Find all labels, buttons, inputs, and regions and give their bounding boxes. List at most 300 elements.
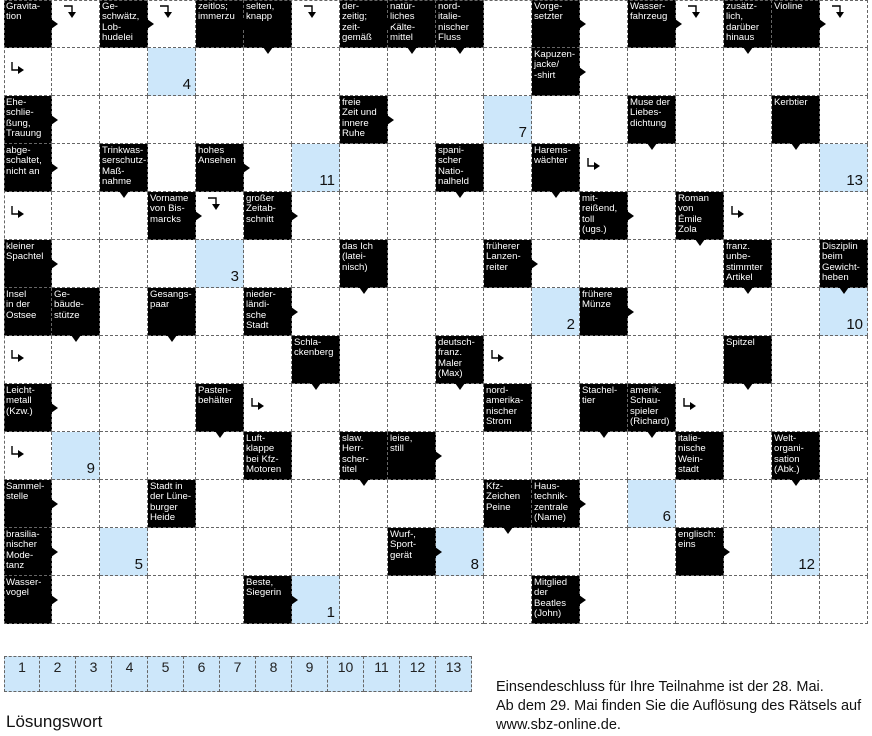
answer-cell[interactable] bbox=[292, 288, 340, 336]
arrow-right-icon bbox=[579, 499, 586, 509]
answer-cell[interactable] bbox=[628, 576, 676, 624]
answer-cell[interactable] bbox=[100, 96, 148, 144]
answer-cell[interactable] bbox=[580, 480, 628, 528]
solution-number: 7 bbox=[518, 124, 527, 141]
answer-cell[interactable] bbox=[724, 528, 772, 576]
answer-cell[interactable] bbox=[772, 144, 820, 192]
answer-cell[interactable] bbox=[196, 576, 244, 624]
clue-text: abge- schaltet, nicht an bbox=[6, 145, 42, 177]
arrow-down-icon bbox=[359, 479, 369, 486]
clue-cell bbox=[580, 384, 628, 432]
answer-cell[interactable] bbox=[724, 384, 772, 432]
clue-cell bbox=[4, 576, 52, 624]
clue-cell bbox=[628, 96, 676, 144]
solution-box[interactable]: 7 bbox=[220, 656, 256, 692]
answer-cell[interactable] bbox=[676, 240, 724, 288]
answer-cell[interactable] bbox=[244, 240, 292, 288]
answer-cell[interactable] bbox=[628, 288, 676, 336]
arrow-down-icon bbox=[455, 47, 465, 54]
clue-cell bbox=[340, 432, 388, 480]
answer-cell[interactable] bbox=[820, 576, 868, 624]
answer-cell[interactable] bbox=[628, 240, 676, 288]
answer-cell[interactable] bbox=[676, 336, 724, 384]
solution-number: 12 bbox=[798, 556, 815, 573]
answer-cell[interactable] bbox=[388, 336, 436, 384]
solution-box[interactable]: 10 bbox=[328, 656, 364, 692]
clue-cell bbox=[484, 384, 532, 432]
clue-cell bbox=[4, 240, 52, 288]
arrow-right-icon bbox=[579, 595, 586, 605]
arrow-right-icon bbox=[435, 547, 442, 557]
arrow-right-icon bbox=[243, 19, 250, 29]
answer-cell[interactable] bbox=[340, 336, 388, 384]
clue-text: Disziplin beim Gewicht- heben bbox=[822, 241, 860, 284]
answer-cell[interactable] bbox=[676, 0, 724, 48]
answer-cell[interactable] bbox=[52, 336, 100, 384]
clue-text: Stachel- tier bbox=[582, 385, 618, 407]
answer-cell[interactable] bbox=[724, 480, 772, 528]
answer-cell[interactable] bbox=[292, 48, 340, 96]
answer-cell[interactable] bbox=[676, 144, 724, 192]
answer-cell[interactable] bbox=[148, 384, 196, 432]
clue-cell bbox=[148, 192, 196, 240]
solution-number: 4 bbox=[182, 76, 191, 93]
answer-cell[interactable] bbox=[724, 576, 772, 624]
answer-cell[interactable] bbox=[388, 576, 436, 624]
answer-cell[interactable] bbox=[772, 384, 820, 432]
clue-text: Wasser- fahrzeug bbox=[630, 1, 668, 23]
answer-cell[interactable] bbox=[436, 432, 484, 480]
answer-cell[interactable] bbox=[820, 528, 868, 576]
clue-cell bbox=[532, 576, 580, 624]
solution-label: Lösungswort bbox=[6, 712, 103, 731]
answer-cell[interactable] bbox=[820, 336, 868, 384]
arrow-right-icon bbox=[51, 19, 58, 29]
arrow-down-icon bbox=[647, 143, 657, 150]
answer-cell[interactable] bbox=[4, 336, 52, 384]
solution-number: 11 bbox=[319, 172, 335, 189]
answer-cell[interactable] bbox=[580, 96, 628, 144]
clue-text: Harems- wächter bbox=[534, 145, 571, 167]
answer-cell[interactable] bbox=[532, 240, 580, 288]
answer-cell[interactable] bbox=[820, 96, 868, 144]
solution-letter-cell[interactable] bbox=[52, 432, 100, 480]
answer-cell[interactable] bbox=[532, 336, 580, 384]
clue-text: Ehe- schlie- ßung, Trauung bbox=[6, 97, 42, 140]
answer-cell[interactable] bbox=[100, 480, 148, 528]
arrow-right-icon bbox=[51, 595, 58, 605]
answer-cell[interactable] bbox=[388, 192, 436, 240]
answer-cell[interactable] bbox=[820, 192, 868, 240]
clue-text: das Ich (latei- nisch) bbox=[342, 241, 373, 273]
bent-arrow-down-icon bbox=[688, 4, 704, 20]
clue-cell bbox=[340, 96, 388, 144]
solution-box[interactable]: 9 bbox=[292, 656, 328, 692]
answer-cell[interactable] bbox=[244, 144, 292, 192]
answer-cell[interactable] bbox=[580, 528, 628, 576]
clue-cell bbox=[628, 0, 676, 48]
answer-cell[interactable] bbox=[676, 576, 724, 624]
answer-cell[interactable] bbox=[436, 48, 484, 96]
answer-cell[interactable] bbox=[724, 96, 772, 144]
clue-text: Vorge- setzter bbox=[534, 1, 563, 23]
solution-box[interactable]: 12 bbox=[400, 656, 436, 692]
arrow-down-icon bbox=[407, 47, 417, 54]
answer-cell[interactable] bbox=[532, 528, 580, 576]
clue-text: hohes Ansehen bbox=[198, 145, 236, 167]
clue-text: zeitlos; immerzu bbox=[198, 1, 235, 23]
answer-cell[interactable] bbox=[292, 432, 340, 480]
answer-cell[interactable] bbox=[4, 432, 52, 480]
clue-text: amerik. Schau- spieler (Richard) bbox=[630, 385, 670, 428]
bent-arrow-right-icon bbox=[10, 446, 26, 462]
answer-cell[interactable] bbox=[532, 96, 580, 144]
answer-cell[interactable] bbox=[580, 0, 628, 48]
answer-cell[interactable] bbox=[484, 528, 532, 576]
solution-letter-cell[interactable] bbox=[484, 96, 532, 144]
answer-cell[interactable] bbox=[388, 480, 436, 528]
answer-cell[interactable] bbox=[196, 192, 244, 240]
solution-letter-cell[interactable] bbox=[436, 528, 484, 576]
clue-text: selten, knapp bbox=[246, 1, 275, 23]
solution-box[interactable]: 11 bbox=[364, 656, 400, 692]
answer-cell[interactable] bbox=[244, 480, 292, 528]
answer-cell[interactable] bbox=[148, 528, 196, 576]
bent-arrow-down-icon bbox=[304, 4, 320, 20]
clue-text: Muse der Liebes- dichtung bbox=[630, 97, 670, 129]
answer-cell[interactable] bbox=[676, 96, 724, 144]
answer-cell[interactable] bbox=[148, 0, 196, 48]
answer-cell[interactable] bbox=[772, 288, 820, 336]
solution-box[interactable]: 2 bbox=[40, 656, 76, 692]
answer-cell[interactable] bbox=[820, 48, 868, 96]
answer-cell[interactable] bbox=[148, 336, 196, 384]
arrow-down-icon bbox=[71, 335, 81, 342]
answer-cell[interactable] bbox=[100, 384, 148, 432]
solution-letter-cell[interactable] bbox=[100, 528, 148, 576]
solution-number: 2 bbox=[566, 316, 575, 333]
answer-cell[interactable] bbox=[100, 288, 148, 336]
answer-cell[interactable] bbox=[388, 48, 436, 96]
arrow-right-icon bbox=[51, 115, 58, 125]
answer-cell[interactable] bbox=[628, 48, 676, 96]
answer-cell[interactable] bbox=[292, 384, 340, 432]
answer-cell[interactable] bbox=[436, 192, 484, 240]
answer-cell[interactable] bbox=[628, 192, 676, 240]
clue-cell bbox=[244, 432, 292, 480]
answer-cell[interactable] bbox=[196, 288, 244, 336]
answer-cell[interactable] bbox=[100, 336, 148, 384]
clue-text: Insel in der Ostsee bbox=[6, 289, 37, 321]
arrow-down-icon bbox=[119, 191, 129, 198]
clue-cell bbox=[292, 336, 340, 384]
answer-cell[interactable] bbox=[100, 192, 148, 240]
answer-cell[interactable] bbox=[196, 528, 244, 576]
answer-cell[interactable] bbox=[100, 48, 148, 96]
clue-text: mit- reißend, toll (ugs.) bbox=[582, 193, 618, 236]
answer-cell[interactable] bbox=[436, 96, 484, 144]
answer-cell[interactable] bbox=[484, 336, 532, 384]
clue-text: freie Zeit und innere Ruhe bbox=[342, 97, 377, 140]
arrow-right-icon bbox=[531, 259, 538, 269]
answer-cell[interactable] bbox=[292, 96, 340, 144]
answer-cell[interactable] bbox=[292, 240, 340, 288]
answer-cell[interactable] bbox=[484, 576, 532, 624]
solution-letter-cell[interactable] bbox=[772, 528, 820, 576]
website-text: www.sbz-online.de. bbox=[496, 717, 621, 733]
answer-cell[interactable] bbox=[724, 144, 772, 192]
arrow-down-icon bbox=[551, 191, 561, 198]
answer-cell[interactable] bbox=[244, 336, 292, 384]
bent-arrow-right-icon bbox=[10, 350, 26, 366]
answer-cell[interactable] bbox=[436, 288, 484, 336]
answer-cell[interactable] bbox=[772, 336, 820, 384]
answer-cell[interactable] bbox=[628, 336, 676, 384]
solution-letter-cell[interactable] bbox=[292, 576, 340, 624]
arrow-right-icon bbox=[675, 19, 682, 29]
answer-cell[interactable] bbox=[772, 192, 820, 240]
answer-cell[interactable] bbox=[820, 0, 868, 48]
answer-cell[interactable] bbox=[340, 528, 388, 576]
clue-cell bbox=[772, 432, 820, 480]
answer-cell[interactable] bbox=[628, 432, 676, 480]
clue-cell bbox=[244, 576, 292, 624]
answer-cell[interactable] bbox=[772, 240, 820, 288]
solution-box[interactable]: 6 bbox=[184, 656, 220, 692]
answer-cell[interactable] bbox=[4, 192, 52, 240]
answer-cell[interactable] bbox=[340, 576, 388, 624]
answer-cell[interactable] bbox=[436, 576, 484, 624]
clue-cell bbox=[196, 384, 244, 432]
answer-cell[interactable] bbox=[340, 288, 388, 336]
clue-cell bbox=[772, 96, 820, 144]
clue-cell bbox=[676, 432, 724, 480]
answer-cell[interactable] bbox=[52, 96, 100, 144]
answer-cell[interactable] bbox=[628, 144, 676, 192]
solution-letter-cell[interactable] bbox=[628, 480, 676, 528]
solution-number: 10 bbox=[846, 316, 863, 333]
answer-cell[interactable] bbox=[340, 48, 388, 96]
clue-text: Gesangs- paar bbox=[150, 289, 192, 311]
arrow-right-icon bbox=[243, 163, 250, 173]
answer-cell[interactable] bbox=[484, 432, 532, 480]
clue-text: großer Zeitab- schnitt bbox=[246, 193, 276, 225]
answer-cell[interactable] bbox=[196, 432, 244, 480]
clue-text: Kerbtier bbox=[774, 97, 808, 108]
answer-cell[interactable] bbox=[52, 48, 100, 96]
answer-cell[interactable] bbox=[820, 432, 868, 480]
answer-cell[interactable] bbox=[772, 480, 820, 528]
answer-cell[interactable] bbox=[148, 240, 196, 288]
clue-text: spani- scher Natio- nalheld bbox=[438, 145, 469, 188]
clue-text: Trinkwas- serschutz- Maß- nahme bbox=[102, 145, 147, 188]
solution-letter-cell[interactable] bbox=[820, 144, 868, 192]
clue-text: italie- nische Wein- stadt bbox=[678, 433, 706, 476]
clue-cell bbox=[4, 0, 52, 48]
arrow-down-icon bbox=[215, 431, 225, 438]
solution-letter-cell[interactable] bbox=[292, 144, 340, 192]
answer-cell[interactable] bbox=[484, 144, 532, 192]
answer-cell[interactable] bbox=[676, 288, 724, 336]
clue-cell bbox=[52, 288, 100, 336]
solution-letter-cell[interactable] bbox=[196, 240, 244, 288]
clue-text: zusätz- lich, darüber hinaus bbox=[726, 1, 760, 44]
answer-cell[interactable] bbox=[148, 96, 196, 144]
answer-cell[interactable] bbox=[724, 192, 772, 240]
clue-text: der- zeitig; zeit- gemäß bbox=[342, 1, 372, 44]
clue-text: Roman von Émile Zola bbox=[678, 193, 709, 236]
answer-cell[interactable] bbox=[820, 384, 868, 432]
answer-cell[interactable] bbox=[100, 432, 148, 480]
answer-cell[interactable] bbox=[196, 48, 244, 96]
bent-arrow-right-icon bbox=[682, 398, 698, 414]
clue-cell bbox=[532, 48, 580, 96]
clue-text: Mitglied der Beatles (John) bbox=[534, 577, 568, 620]
answer-cell[interactable] bbox=[484, 288, 532, 336]
arrow-down-icon bbox=[455, 191, 465, 198]
arrow-right-icon bbox=[291, 595, 298, 605]
answer-cell[interactable] bbox=[52, 480, 100, 528]
answer-cell[interactable] bbox=[340, 384, 388, 432]
answer-cell[interactable] bbox=[148, 432, 196, 480]
answer-cell[interactable] bbox=[580, 576, 628, 624]
answer-cell[interactable] bbox=[532, 384, 580, 432]
answer-cell[interactable] bbox=[196, 480, 244, 528]
answer-cell[interactable] bbox=[532, 432, 580, 480]
solution-box[interactable]: 4 bbox=[112, 656, 148, 692]
solution-letter-cell[interactable] bbox=[148, 48, 196, 96]
answer-cell[interactable] bbox=[388, 288, 436, 336]
answer-cell[interactable] bbox=[580, 48, 628, 96]
answer-cell[interactable] bbox=[196, 96, 244, 144]
solution-box[interactable]: 8 bbox=[256, 656, 292, 692]
answer-cell[interactable] bbox=[244, 384, 292, 432]
clue-cell bbox=[724, 0, 772, 48]
answer-cell[interactable] bbox=[388, 96, 436, 144]
answer-cell[interactable] bbox=[724, 432, 772, 480]
answer-cell[interactable] bbox=[292, 0, 340, 48]
clue-cell bbox=[100, 0, 148, 48]
answer-cell[interactable] bbox=[436, 240, 484, 288]
solution-letter-cell[interactable] bbox=[532, 288, 580, 336]
arrow-down-icon bbox=[791, 479, 801, 486]
answer-cell[interactable] bbox=[52, 0, 100, 48]
clue-text: franz. unbe- stimmter Artikel bbox=[726, 241, 763, 284]
answer-cell[interactable] bbox=[484, 192, 532, 240]
answer-cell[interactable] bbox=[724, 288, 772, 336]
answer-cell[interactable] bbox=[532, 192, 580, 240]
clue-text: nord- amerika- nischer Strom bbox=[486, 385, 524, 428]
answer-cell[interactable] bbox=[52, 384, 100, 432]
answer-cell[interactable] bbox=[436, 480, 484, 528]
clue-text: Pasten- behälter bbox=[198, 385, 233, 407]
answer-cell[interactable] bbox=[340, 192, 388, 240]
answer-cell[interactable] bbox=[388, 240, 436, 288]
answer-cell[interactable] bbox=[196, 336, 244, 384]
answer-cell[interactable] bbox=[100, 576, 148, 624]
answer-cell[interactable] bbox=[292, 528, 340, 576]
clue-cell bbox=[388, 528, 436, 576]
answer-cell[interactable] bbox=[724, 48, 772, 96]
answer-cell[interactable] bbox=[52, 192, 100, 240]
bent-arrow-right-icon bbox=[250, 398, 266, 414]
answer-cell[interactable] bbox=[148, 576, 196, 624]
clue-cell bbox=[484, 240, 532, 288]
answer-cell[interactable] bbox=[4, 48, 52, 96]
answer-cell[interactable] bbox=[580, 432, 628, 480]
answer-cell[interactable] bbox=[580, 336, 628, 384]
solution-box[interactable]: 1 bbox=[4, 656, 40, 692]
answer-cell[interactable] bbox=[52, 576, 100, 624]
answer-cell[interactable] bbox=[388, 144, 436, 192]
solution-number: 8 bbox=[470, 556, 479, 573]
clue-text: nieder- ländi- sche Stadt bbox=[246, 289, 276, 332]
clue-cell bbox=[4, 96, 52, 144]
answer-cell[interactable] bbox=[52, 528, 100, 576]
arrow-down-icon bbox=[743, 47, 753, 54]
arrow-down-icon bbox=[263, 47, 273, 54]
answer-cell[interactable] bbox=[100, 240, 148, 288]
answer-cell[interactable] bbox=[580, 240, 628, 288]
answer-cell[interactable] bbox=[292, 192, 340, 240]
arrow-down-icon bbox=[455, 383, 465, 390]
answer-cell[interactable] bbox=[676, 480, 724, 528]
arrow-down-icon bbox=[743, 383, 753, 390]
solution-box[interactable]: 5 bbox=[148, 656, 184, 692]
answer-cell[interactable] bbox=[676, 384, 724, 432]
answer-cell[interactable] bbox=[340, 480, 388, 528]
answer-cell[interactable] bbox=[820, 480, 868, 528]
clue-cell bbox=[4, 384, 52, 432]
bent-arrow-right-icon bbox=[586, 158, 602, 174]
clue-text: Luft- klappe bei Kfz- Motoren bbox=[246, 433, 282, 476]
answer-cell[interactable] bbox=[52, 144, 100, 192]
clue-cell bbox=[196, 0, 244, 48]
solution-number: 6 bbox=[662, 508, 671, 525]
answer-cell[interactable] bbox=[484, 0, 532, 48]
clue-text: Kapuzen- jacke/ -shirt bbox=[534, 49, 576, 81]
answer-cell[interactable] bbox=[52, 240, 100, 288]
clue-text: Gravita- tion bbox=[6, 1, 41, 23]
solution-available-text: Ab dem 29. Mai finden Sie die Auflösung des Rätsels auf bbox=[496, 698, 862, 714]
answer-cell[interactable] bbox=[676, 48, 724, 96]
answer-cell[interactable] bbox=[292, 480, 340, 528]
answer-cell[interactable] bbox=[484, 48, 532, 96]
answer-cell[interactable] bbox=[148, 144, 196, 192]
solution-number: 13 bbox=[846, 172, 863, 189]
solution-letter-cell[interactable] bbox=[820, 288, 868, 336]
answer-cell[interactable] bbox=[628, 528, 676, 576]
solution-box[interactable]: 3 bbox=[76, 656, 112, 692]
answer-cell[interactable] bbox=[244, 48, 292, 96]
answer-cell[interactable] bbox=[244, 528, 292, 576]
answer-cell[interactable] bbox=[772, 576, 820, 624]
answer-cell[interactable] bbox=[580, 144, 628, 192]
arrow-right-icon bbox=[627, 211, 634, 221]
answer-cell[interactable] bbox=[388, 384, 436, 432]
answer-cell[interactable] bbox=[772, 48, 820, 96]
answer-cell[interactable] bbox=[244, 96, 292, 144]
clue-text: früherer Lanzen- reiter bbox=[486, 241, 521, 273]
answer-cell[interactable] bbox=[340, 144, 388, 192]
solution-number: 1 bbox=[326, 604, 335, 621]
solution-box[interactable]: 13 bbox=[436, 656, 472, 692]
clue-text: frühere Münze bbox=[582, 289, 613, 311]
clue-text: brasilia- nischer Mode- tanz bbox=[6, 529, 40, 572]
answer-cell[interactable] bbox=[436, 384, 484, 432]
arrow-down-icon bbox=[599, 431, 609, 438]
clue-cell bbox=[532, 144, 580, 192]
